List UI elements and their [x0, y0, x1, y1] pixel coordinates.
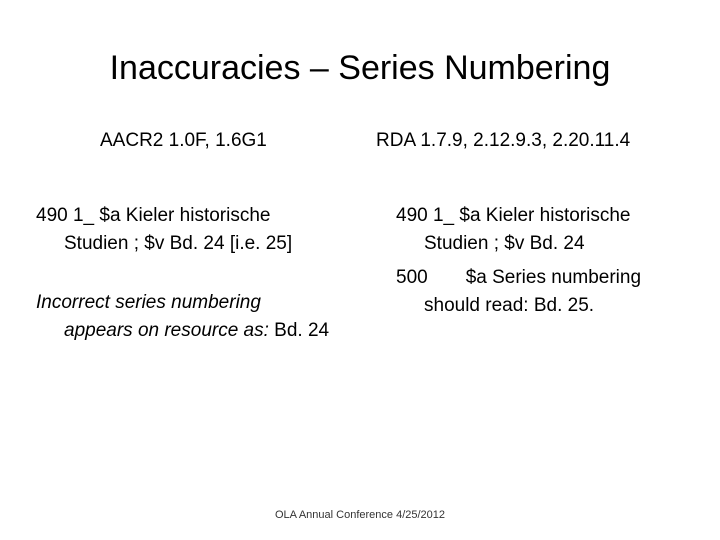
rda-490-field [396, 202, 630, 258]
slide-title: Inaccuracies – Series Numbering [109, 49, 611, 87]
rda-500-line1-rest: $a Series numbering [465, 267, 642, 288]
aacr2-note-line2 [36, 317, 329, 345]
rda-490-line1: 490 1_ $a Kieler historische [396, 205, 631, 226]
aacr2-heading: AACR2 1.0F, 1.6G1 [100, 130, 267, 151]
aacr2-490-line1: 490 1_ $a Kieler historische [36, 205, 271, 226]
rda-500-tag: 500 [396, 267, 428, 288]
rda-500-line1 [396, 264, 641, 292]
aacr2-490-field [36, 202, 292, 258]
rda-heading: RDA 1.7.9, 2.12.9.3, 2.20.11.4 [376, 130, 631, 151]
aacr2-note-line1: Incorrect series numbering [36, 292, 261, 313]
aacr2-note-line2-value: Bd. 24 [268, 320, 330, 341]
aacr2-note [36, 289, 329, 345]
slide-footer: OLA Annual Conference 4/25/2012 [274, 509, 446, 521]
rda-490-line2: Studien ; $v Bd. 24 [424, 233, 585, 254]
rda-500-line2: should read: Bd. 25. [424, 295, 595, 316]
aacr2-490-line2: Studien ; $v Bd. 24 [i.e. 25] [64, 233, 293, 254]
rda-500-field [396, 264, 641, 320]
aacr2-note-line2-italic: appears on resource as: [64, 320, 269, 341]
